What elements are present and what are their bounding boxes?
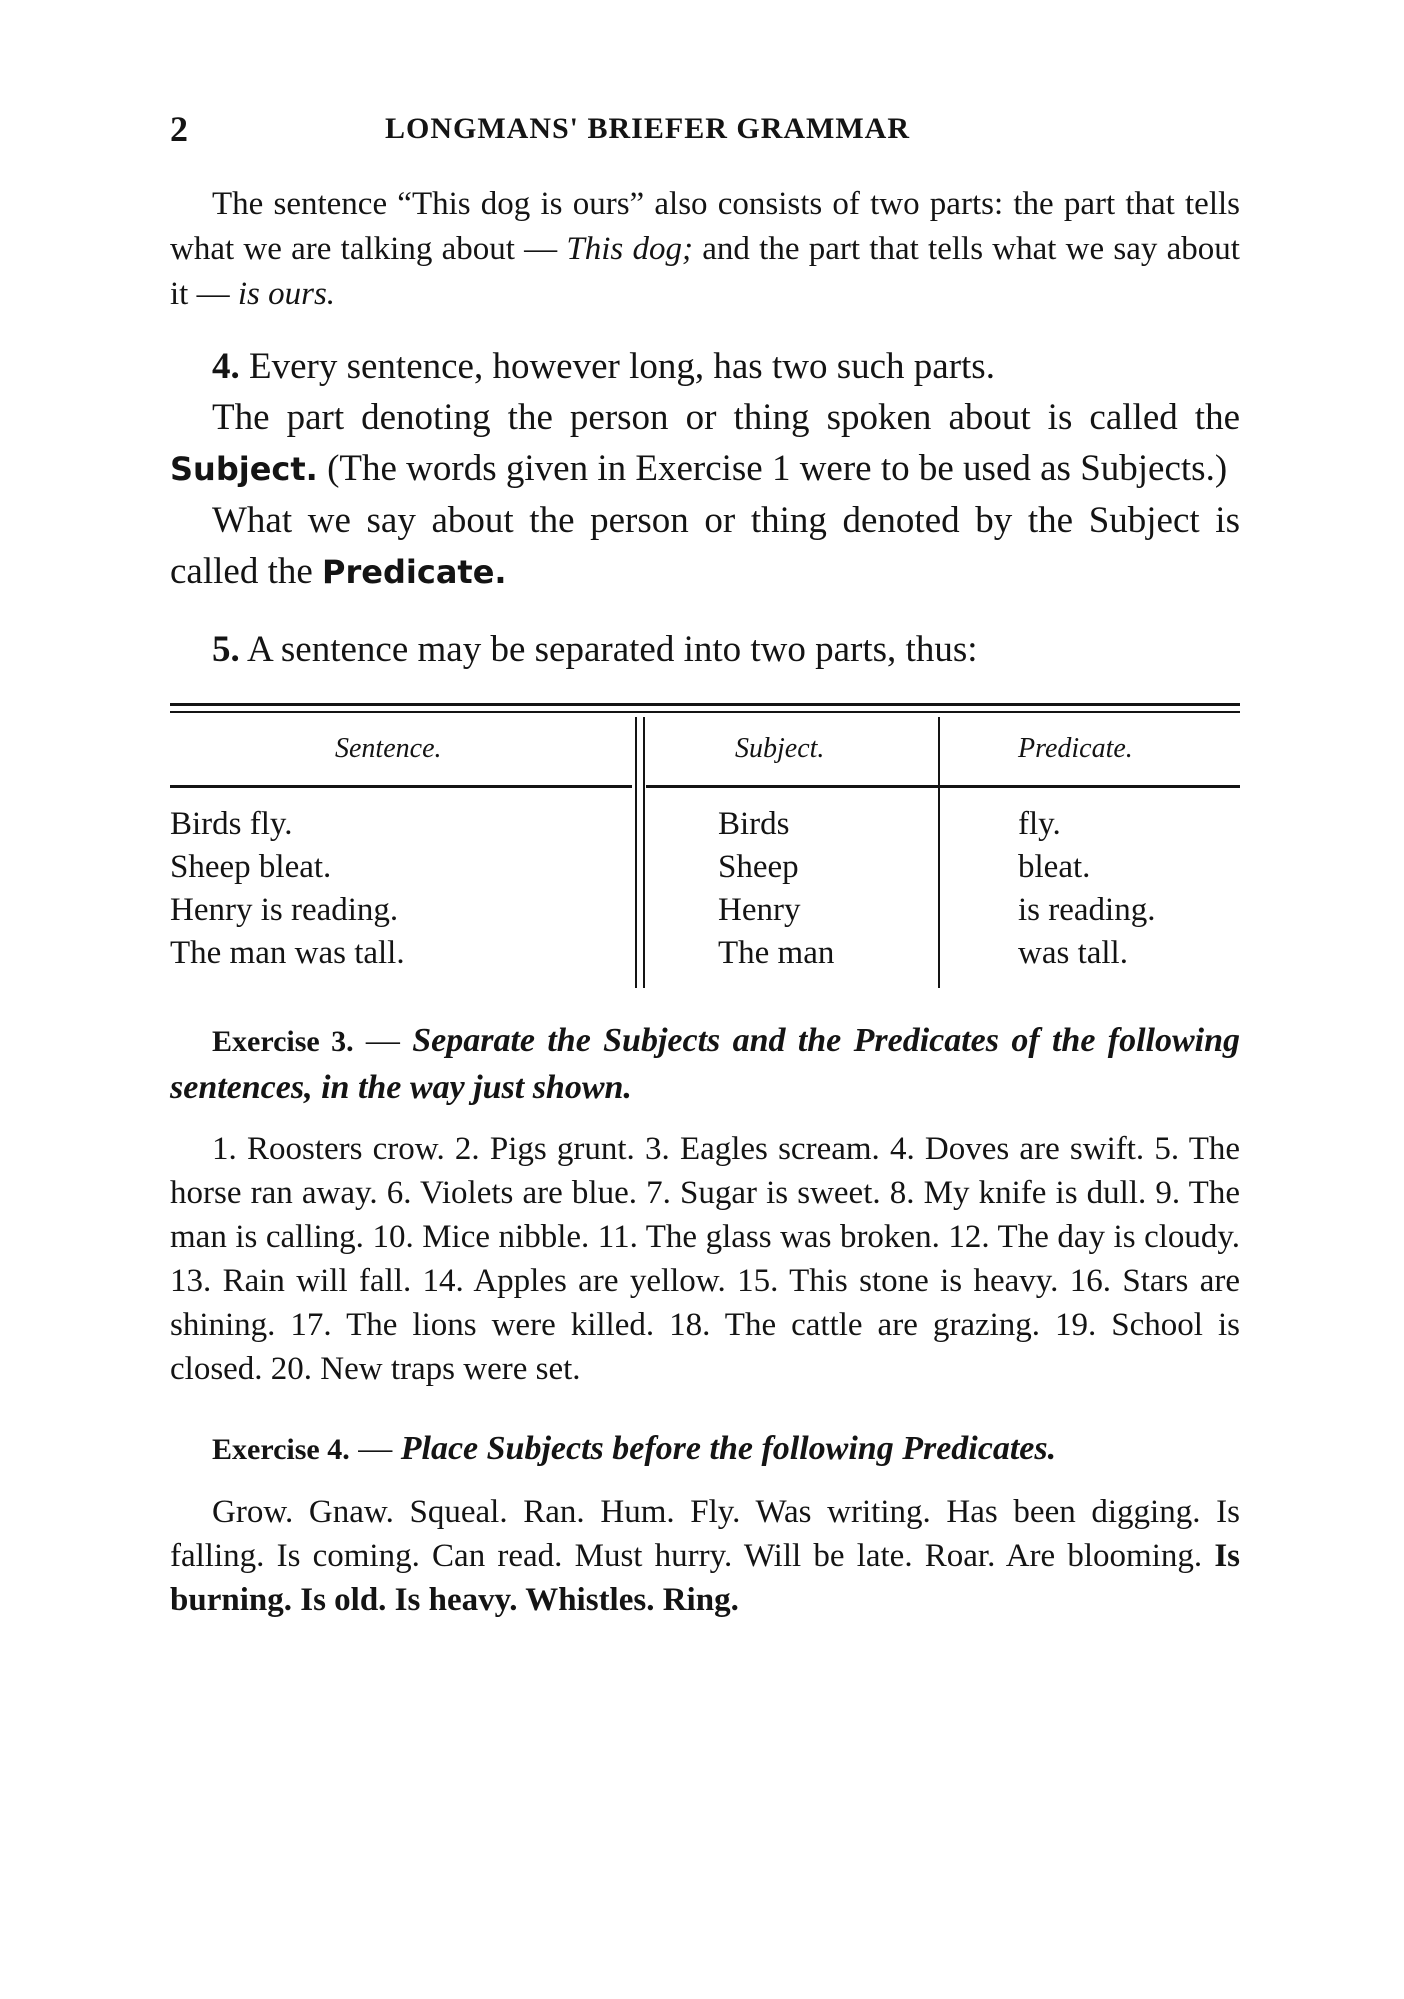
subject-cell: Henry bbox=[718, 892, 801, 928]
predicate-definition bbox=[170, 495, 1240, 598]
table-divider bbox=[938, 717, 940, 988]
exercise-3-label: Exercise 3. bbox=[212, 1025, 354, 1058]
intro-italic-2: is ours. bbox=[237, 276, 336, 312]
exercise-4-dash: — bbox=[349, 1430, 401, 1467]
intro-paragraph bbox=[170, 182, 1240, 317]
exercise-4-body-normal: Grow. Gnaw. Squeal. Ran. Hum. Fly. Was writing. Has been digging. Is falling. Is coming. Can read. Must hurry. Will be late. Roar. Are blooming. bbox=[170, 1494, 1240, 1574]
exercise-4-heading bbox=[170, 1423, 1240, 1476]
term-subject: Subject. bbox=[170, 450, 318, 488]
exercise-3-body: 1. Roosters crow. 2. Pigs grunt. 3. Eagles scream. 4. Doves are swift. 5. The horse ran away. 6. Violets are blue. 7. Sugar is sweet. 8. My knife is dull. 9. The man is calling. 10. Mice nibble. 11. The glass was broken. 12. The day is cloudy. 13. Rain will fall. 14. Apples are yellow. 15. This stone is heavy. 16. Stars are shining. 17. The lions were killed. 18. The cattle are grazing. 19. School is closed. 20. New traps were set. bbox=[170, 1131, 1240, 1387]
sentence-column bbox=[170, 803, 405, 975]
subject-def-a: The part denoting the person or thing spoken about is called the bbox=[212, 397, 1240, 438]
subject-def-b: (The words given in Exercise 1 were to be used as Subjects.) bbox=[317, 448, 1228, 489]
example-table bbox=[170, 703, 1240, 988]
section-4-text: Every sentence, however long, has two such parts. bbox=[239, 346, 995, 387]
section-5-line bbox=[170, 624, 1240, 675]
subject-column bbox=[718, 803, 834, 975]
exercise-4-body bbox=[170, 1490, 1240, 1622]
section-5-text: A sentence may be separated into two parts, thus: bbox=[239, 629, 978, 670]
exercise-4-instruction: Place Subjects before the following Predicates. bbox=[400, 1430, 1057, 1467]
sentence-cell: Birds fly. bbox=[170, 806, 293, 842]
header-rule-right bbox=[646, 785, 1240, 788]
exercise-4-body-bold: Is burning. Is old. Is heavy. Whistles. Ring. bbox=[170, 1538, 1240, 1618]
predicate-column bbox=[1018, 803, 1155, 975]
intro-text-1: The sentence “This dog is ours” also consists of two parts: the part that tells what we are talking about — bbox=[170, 186, 1240, 267]
table-divider-double-a bbox=[635, 717, 637, 988]
header-subject: Subject. bbox=[735, 733, 825, 764]
sentence-cell: Sheep bleat. bbox=[170, 849, 332, 885]
header-rule-sentence bbox=[170, 785, 632, 788]
exercise-3-instruction: Separate the Subjects and the Predicates of the following sentences, in the way just shown. bbox=[170, 1022, 1241, 1106]
predicate-cell: fly. bbox=[1018, 806, 1061, 842]
running-title: LONGMANS' BRIEFER GRAMMAR bbox=[385, 112, 910, 145]
predicate-cell: was tall. bbox=[1018, 935, 1128, 971]
subject-cell: Sheep bbox=[718, 849, 799, 885]
term-predicate: Predicate. bbox=[322, 553, 507, 591]
section-5-number: 5. bbox=[212, 629, 240, 670]
intro-italic-1: This dog; bbox=[566, 231, 694, 267]
running-head bbox=[170, 100, 1240, 160]
page bbox=[170, 100, 1240, 1622]
page-number: 2 bbox=[170, 109, 189, 149]
predicate-cell: bleat. bbox=[1018, 849, 1091, 885]
section-4-line bbox=[170, 341, 1240, 392]
subject-cell: The man bbox=[718, 935, 835, 971]
header-predicate: Predicate. bbox=[1018, 733, 1133, 764]
exercise-4-label: Exercise 4. bbox=[212, 1433, 350, 1466]
exercise-3-heading bbox=[170, 1018, 1240, 1111]
header-sentence: Sentence. bbox=[335, 733, 442, 764]
subject-definition bbox=[170, 392, 1240, 495]
sentence-cell: Henry is reading. bbox=[170, 892, 399, 928]
intro-text-2: and the part that tells what we say about it — bbox=[170, 231, 1240, 312]
section-4-number: 4. bbox=[212, 346, 240, 387]
sentence-cell: The man was tall. bbox=[170, 935, 405, 971]
subject-cell: Birds bbox=[718, 806, 790, 842]
table-top-rule bbox=[170, 703, 1240, 706]
exercise-3-dash: — bbox=[353, 1022, 413, 1059]
table-top-rule-thin bbox=[170, 711, 1240, 713]
predicate-cell: is reading. bbox=[1018, 892, 1156, 928]
table-divider-double-b bbox=[643, 717, 645, 988]
predicate-def-a: What we say about the person or thing denoted by the Subject is called the bbox=[170, 500, 1240, 592]
